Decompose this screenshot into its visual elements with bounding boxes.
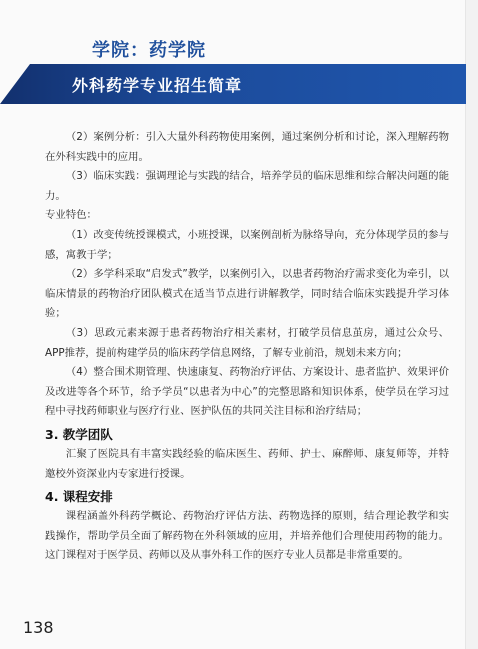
paragraph-curriculum: 课程涵盖外科药学概论、药物治疗评估方法、药物选择的原则，结合理论教学和实践操作，帮助学员全面了解药物在外科领域的应用，并培养他们合理使用药物的能力。这门课程对于医学员、药师以及从事外科工作的医疗专业人员都是非常重要的。 xyxy=(45,510,449,562)
section-heading-curriculum: 4. 课程安排 xyxy=(45,489,113,505)
section-heading-teaching-team: 3. 教学团队 xyxy=(45,426,113,442)
document-body xyxy=(45,128,449,566)
page-number: 138 xyxy=(23,618,54,637)
page-edge xyxy=(465,0,478,649)
paragraph-teaching-team: 汇聚了医院具有丰富实践经验的临床医生、药师、护士、麻醉师、康复师等，并特邀校外资深业内专家进行授课。 xyxy=(45,447,449,480)
paragraph-feature-2: （2）多学科采取“启发式”教学，以案例引入，以患者药物治疗需求变化为牵引，以临床情景的药物治疗团队模式在适当节点进行讲解教学，同时结合临床实践提升学习体验； xyxy=(45,268,449,320)
paragraph-features-label: 专业特色： xyxy=(45,209,97,222)
paragraph-feature-1: （1）改变传统授课模式，小班授课，以案例剖析为脉络导向，充分体现学员的参与感，寓教于学； xyxy=(45,228,449,261)
paragraph-case-analysis: （2）案例分析：引入大量外科药物使用案例，通过案例分析和讨论，深入理解药物在外科实践中的应用。 xyxy=(45,131,449,163)
banner-corner-cut xyxy=(0,64,30,104)
paragraph-feature-3: （3）思政元素来源于患者药物治疗相关素材，打破学员信息茧房，通过公众号、APP推荐，提前构建学员的临床药学信息网络，了解专业前沿，规划未来方向； xyxy=(45,326,449,359)
paragraph-feature-4: （4）整合围术期管理、快速康复、药物治疗评估、方案设计、患者监护、效果评价及改进等各个环节，给予学员“以患者为中心”的完整思路和知识体系，使学员在学习过程中寻找药师职业与医疗行业、医护队伍的共同关注目标和治疗结局； xyxy=(45,366,449,418)
college-title: 学院：药学院 xyxy=(92,40,206,61)
banner-title: 外科药学专业招生简章 xyxy=(72,76,243,95)
paragraph-clinical-practice: （3）临床实践：强调理论与实践的结合，培养学员的临床思维和综合解决问题的能力。 xyxy=(45,170,449,202)
